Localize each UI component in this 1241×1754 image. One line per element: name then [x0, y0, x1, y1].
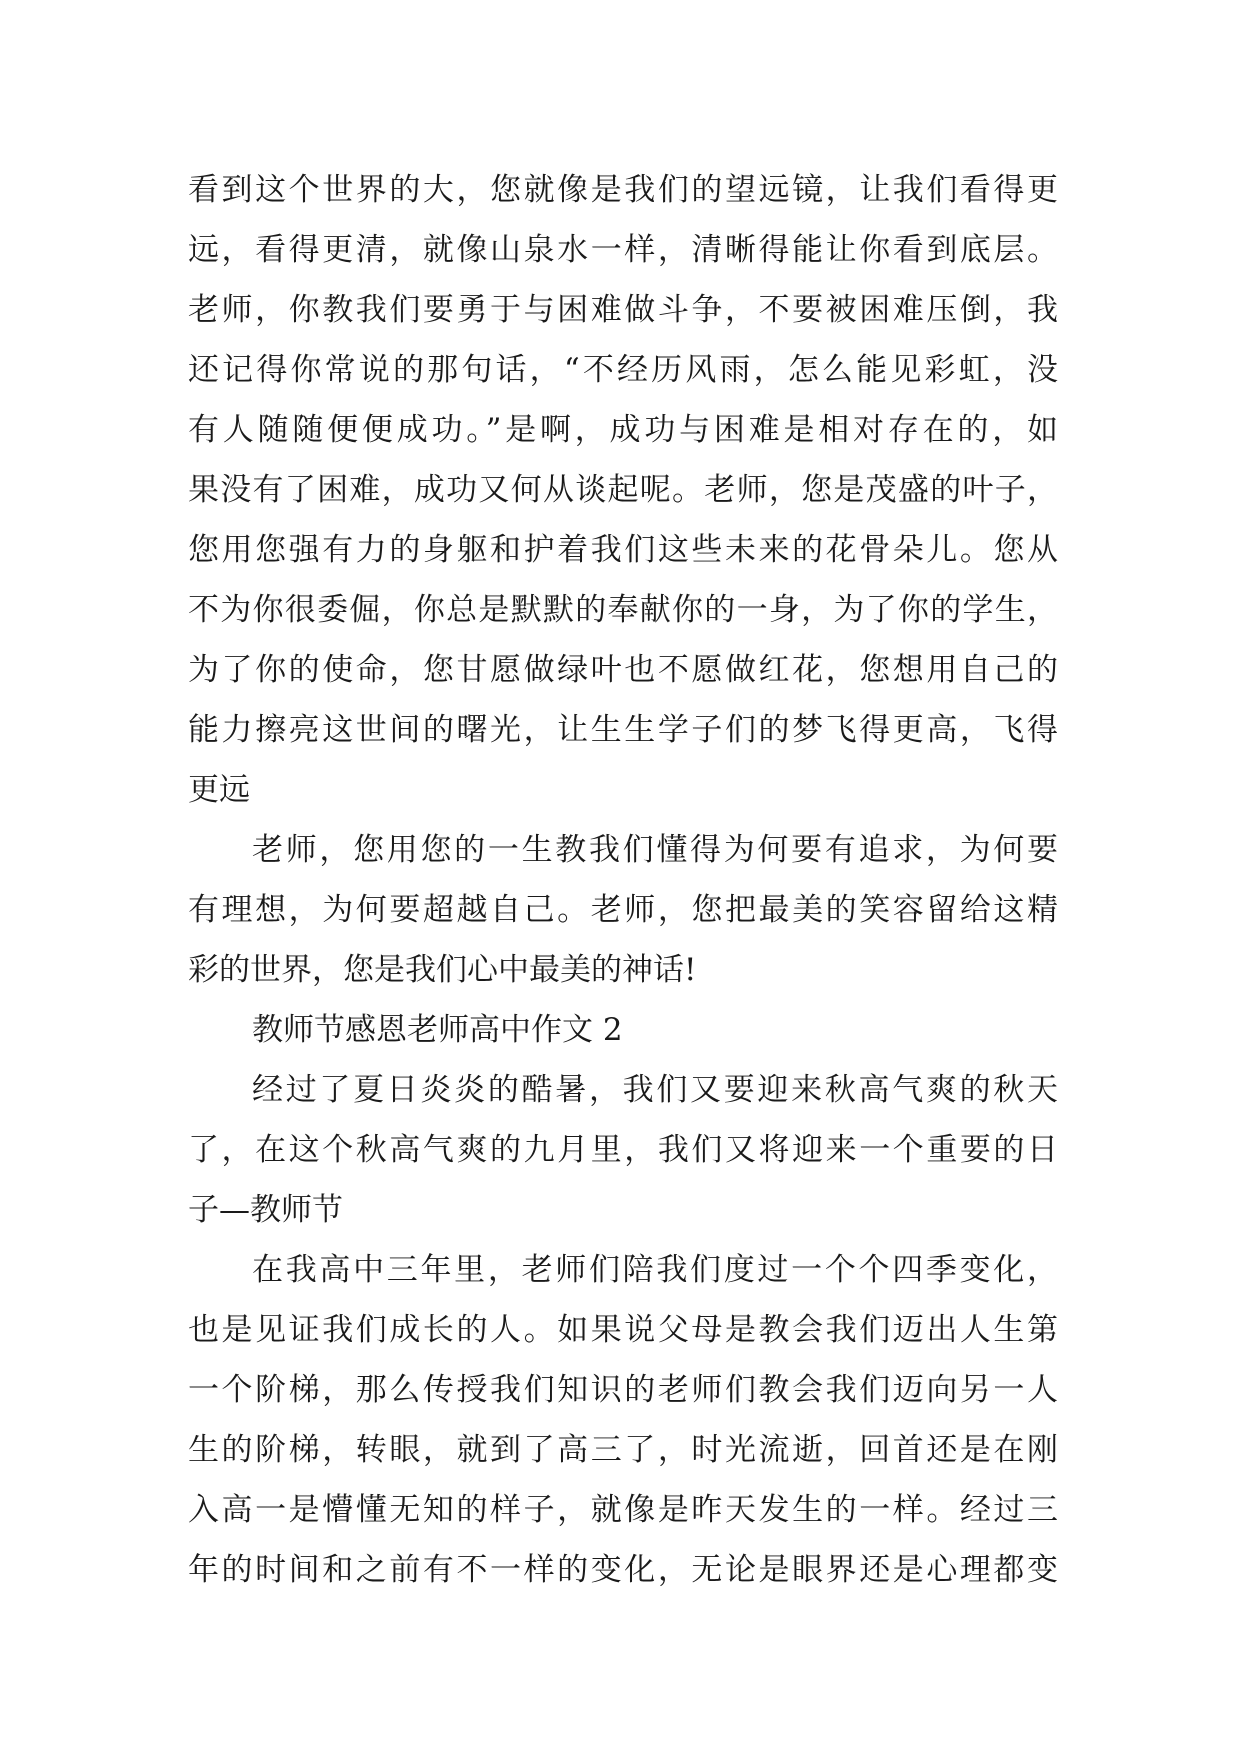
- text-line: 一个阶梯，那么传授我们知识的老师们教会我们迈向另一人: [188, 1372, 1058, 1408]
- text-line: 您用您强有力的身躯和护着我们这些未来的花骨朵儿。您从: [188, 532, 1058, 568]
- document-body: [188, 160, 1058, 1600]
- text-line: 经过了夏日炎炎的酷暑，我们又要迎来秋高气爽的秋天: [252, 1072, 1058, 1108]
- text-line: 子—教师节: [188, 1192, 343, 1228]
- text-line: 看到这个世界的大，您就像是我们的望远镜，让我们看得更: [188, 172, 1058, 208]
- text-line: 了，在这个秋高气爽的九月里，我们又将迎来一个重要的日: [188, 1132, 1058, 1168]
- text-line: 教师节感恩老师高中作文 2: [252, 1012, 623, 1048]
- text-line: 老师，你教我们要勇于与困难做斗争，不要被困难压倒，我: [188, 292, 1058, 328]
- text-line: 年的时间和之前有不一样的变化，无论是眼界还是心理都变: [188, 1552, 1058, 1588]
- text-line: 生的阶梯，转眼，就到了高三了，时光流逝，回首还是在刚: [188, 1432, 1058, 1468]
- text-line: 果没有了困难，成功又何从谈起呢。老师，您是茂盛的叶子，: [188, 472, 1058, 508]
- text-line: 老师，您用您的一生教我们懂得为何要有追求，为何要: [252, 832, 1058, 868]
- text-line: 有人随随便便成功。”是啊，成功与困难是相对存在的，如: [188, 412, 1058, 448]
- text-line: 为了你的使命，您甘愿做绿叶也不愿做红花，您想用自己的: [188, 652, 1058, 688]
- text-line: 更远: [188, 772, 250, 808]
- text-line: 能力擦亮这世间的曙光，让生生学子们的梦飞得更高，飞得: [188, 712, 1058, 748]
- text-line: 有理想，为何要超越自己。老师，您把最美的笑容留给这精: [188, 892, 1058, 928]
- text-line: 远，看得更清，就像山泉水一样，清晰得能让你看到底层。: [188, 232, 1058, 268]
- text-line: 不为你很委倔，你总是默默的奉献你的一身，为了你的学生，: [188, 592, 1058, 628]
- text-line: 在我高中三年里，老师们陪我们度过一个个四季变化，: [252, 1252, 1058, 1288]
- text-line: 入高一是懵懂无知的样子，就像是昨天发生的一样。经过三: [188, 1492, 1058, 1528]
- text-line: 也是见证我们成长的人。如果说父母是教会我们迈出人生第: [188, 1312, 1058, 1348]
- text-line: 彩的世界，您是我们心中最美的神话!: [188, 952, 697, 988]
- text-line: 还记得你常说的那句话，“不经历风雨，怎么能见彩虹，没: [188, 352, 1058, 388]
